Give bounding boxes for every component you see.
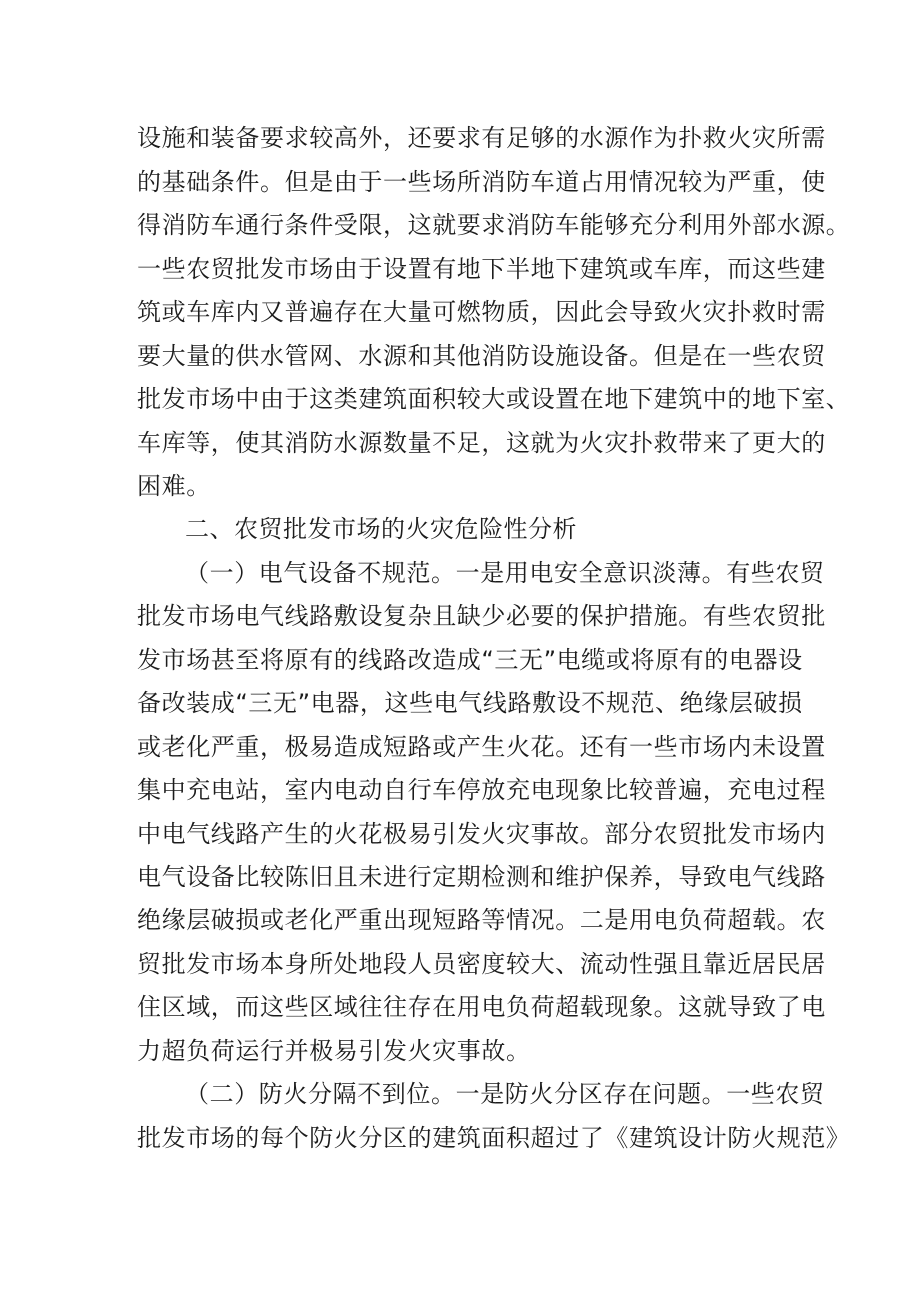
text-line: 车库等，使其消防水源数量不足，这就为火灾扑救带来了更大的 <box>137 429 826 457</box>
text-line: 发市场甚至将原有的线路改造成“三无”电缆或将原有的电器设 <box>137 646 803 674</box>
text-line: 住区域，而这些区域往往存在用电负荷超载现象。这就导致了电 <box>137 993 826 1021</box>
text-line: 筑或车库内又普遍存在大量可燃物质，因此会导致火灾扑救时需 <box>137 298 826 326</box>
text-line: 困难。 <box>137 472 211 500</box>
text-line: 一些农贸批发市场由于设置有地下半地下建筑或车库，而这些建 <box>137 255 826 283</box>
text-line: 批发市场的每个防火分区的建筑面积超过了《建筑设计防火规范》 <box>137 1124 851 1152</box>
section-heading: 二、农贸批发市场的火灾危险性分析 <box>185 515 577 543</box>
text-line: 电气设备比较陈旧且未进行定期检测和维护保养，导致电气线路 <box>137 863 826 891</box>
text-line: （一）电气设备不规范。一是用电安全意识淡薄。有些农贸 <box>185 559 825 587</box>
text-line: 要大量的供水管网、水源和其他消防设施设备。但是在一些农贸 <box>137 342 826 370</box>
text-line: 得消防车通行条件受限，这就要求消防车能够充分利用外部水源。 <box>137 211 851 239</box>
text-line: 备改装成“三无”电器，这些电气线路敷设不规范、绝缘层破损 <box>137 689 803 717</box>
text-line: 力超负荷运行并极易引发火灾事故。 <box>137 1037 531 1065</box>
text-line: 或老化严重，极易造成短路或产生火花。还有一些市场内未设置 <box>137 733 826 761</box>
text-line: 集中充电站，室内电动自行车停放充电现象比较普遍，充电过程 <box>137 776 826 804</box>
text-line: 贸批发市场本身所处地段人员密度较大、流动性强且靠近居民居 <box>137 950 826 978</box>
text-line: 设施和装备要求较高外，还要求有足够的水源作为扑救火灾所需 <box>137 124 826 152</box>
text-line: 的基础条件。但是由于一些场所消防车道占用情况较为严重，使 <box>137 168 826 196</box>
text-line: 中电气线路产生的火花极易引发火灾事故。部分农贸批发市场内 <box>137 820 826 848</box>
text-line: 批发市场中由于这类建筑面积较大或设置在地下建筑中的地下室、 <box>137 385 851 413</box>
text-line: 批发市场电气线路敷设复杂且缺少必要的保护措施。有些农贸批 <box>137 602 826 630</box>
text-line: 绝缘层破损或老化严重出现短路等情况。二是用电负荷超载。农 <box>137 906 826 934</box>
text-line: （二）防火分隔不到位。一是防火分区存在问题。一些农贸 <box>185 1080 825 1108</box>
